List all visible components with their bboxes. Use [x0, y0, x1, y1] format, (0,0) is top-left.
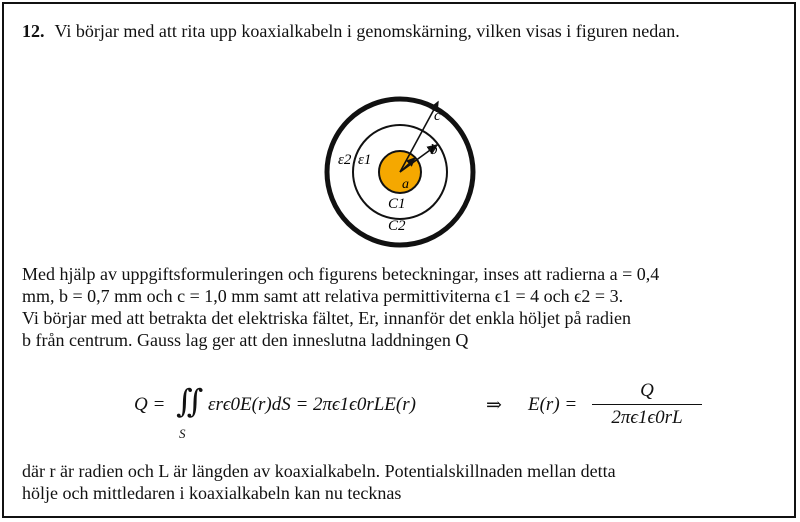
intro-text: Vi börjar med att rita upp koaxialkabeln i genomskärning, vilken visas i figuren nedan. [54, 21, 680, 41]
eq-integrand: εrϵ0E(r)dS = 2πϵ1ϵ0rLE(r) [208, 394, 416, 415]
end-line-1: där r är radien och L är längden av koaxialkabeln. Potentialskillnaden mellan detta [22, 461, 616, 481]
eq-lhs: Q = [134, 394, 166, 415]
eq-fraction-bar [592, 404, 702, 405]
eq-fraction [592, 380, 702, 429]
gauss-equation [0, 380, 796, 450]
double-integral-sign: ∬ [176, 383, 204, 419]
label-eps1: ε1 [358, 152, 372, 168]
label-c: c [434, 108, 441, 124]
label-b: b [430, 142, 438, 158]
label-eps2: ε2 [338, 152, 352, 168]
eq-integral-subscript: S [179, 426, 186, 441]
eq-implies: ⇒ [486, 395, 502, 416]
eq-numerator: Q [640, 380, 654, 401]
body-line-3: Vi börjar med att betrakta det elektriska fältet, Er, innanför det enkla höljet på radien [22, 308, 631, 328]
body-line-2: mm, b = 0,7 mm och c = 1,0 mm samt att relativa permittiviterna ϵ1 = 4 och ϵ2 = 3. [22, 286, 624, 306]
body-line-1: Med hjälp av uppgiftsformuleringen och figurens beteckningar, inses att radierna a = 0,4 [22, 264, 660, 284]
body-line-4: b från centrum. Gauss lag ger att den inneslutna laddningen Q [22, 330, 469, 350]
label-a: a [402, 177, 409, 192]
end-paragraph [22, 460, 780, 504]
intro-paragraph [22, 20, 780, 42]
problem-number: 12. [22, 21, 45, 41]
body-paragraph [22, 263, 780, 351]
eq-denominator: 2πϵ1ϵ0rL [611, 407, 683, 428]
eq-result-lhs: E(r) = [528, 394, 578, 415]
label-C1: C1 [388, 196, 406, 212]
end-line-2: hölje och mittledaren i koaxialkabeln kan nu tecknas [22, 483, 402, 503]
coax-cross-section-figure [320, 92, 480, 252]
label-C2: C2 [388, 218, 406, 234]
